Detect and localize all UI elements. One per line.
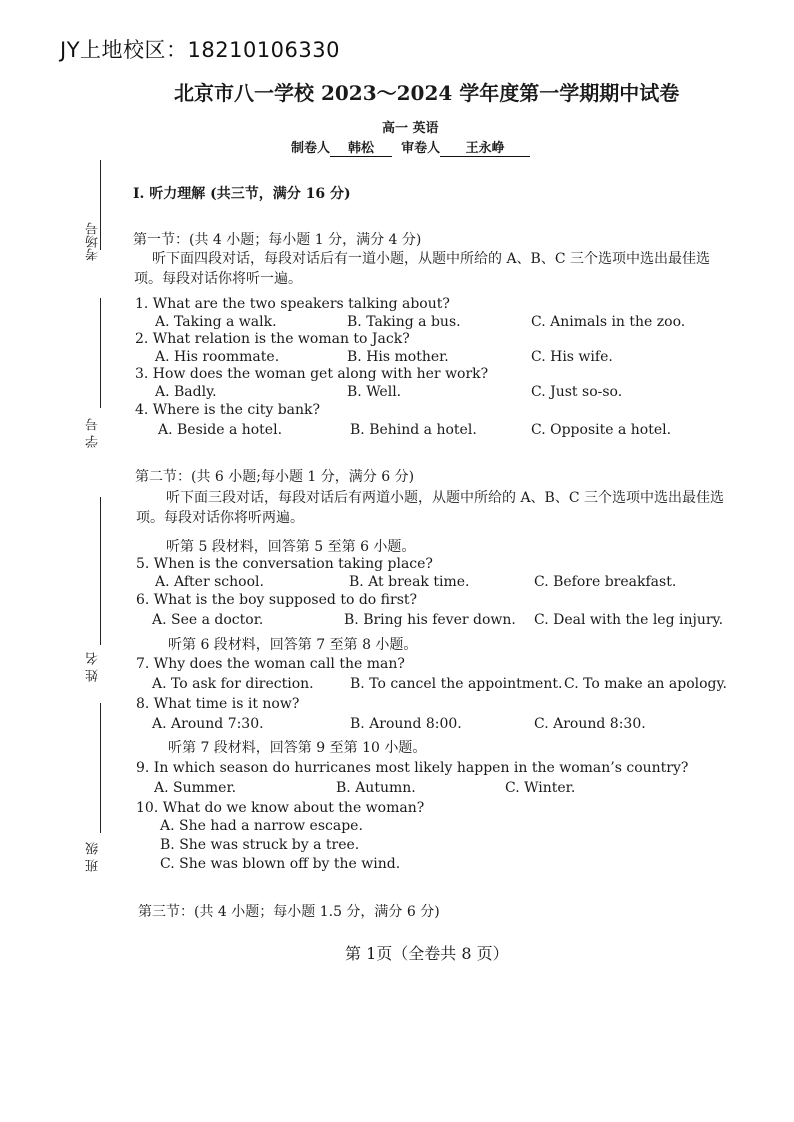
q6-option-b: B. Bring his fever down.	[344, 612, 516, 628]
makers-line	[291, 137, 530, 157]
q4-option-a: A. Beside a hotel.	[158, 422, 283, 438]
class-label: 班 级	[86, 842, 101, 873]
q2-option-c: C. His wife.	[531, 349, 613, 365]
section-heading: I. 听力理解 (共三节，满分 16 分)	[133, 186, 351, 202]
q7-option-b: B. To cancel the appointment.	[350, 676, 563, 692]
exam-room-label: 考场号	[86, 222, 101, 261]
question-5: 5. When is the conversation taking place?	[136, 556, 433, 572]
q3-option-b: B. Well.	[347, 384, 402, 400]
q2-option-b: B. His mother.	[347, 349, 449, 365]
q2-option-a: A. His roommate.	[155, 349, 280, 365]
part1-instructions: 听下面四段对话，每段对话后有一道小题，从题中所给的 A、B、C 三个选项中选出最佳选项。每段对话你将听一遍。	[134, 251, 711, 287]
q10-option-c: C. She was blown off by the wind.	[160, 856, 401, 872]
material-7-note: 听第 7 段材料，回答第 9 至第 10 小题。	[168, 740, 427, 756]
part1-heading: 第一节：(共 4 小题；每小题 1 分，满分 4 分)	[133, 232, 422, 248]
q8-option-b: B. Around 8:00.	[350, 716, 462, 732]
question-9: 9. In which season do hurricanes most likely happen in the woman’s country?	[136, 760, 689, 776]
question-4: 4. Where is the city bank?	[135, 402, 321, 418]
part2-instructions: 听下面三段对话，每段对话后有两道小题，从题中所给的 A、B、C 三个选项中选出最佳选项。每段对话你将听两遍。	[136, 490, 725, 526]
student-id-label: 学 号	[86, 418, 101, 449]
q1-option-b: B. Taking a bus.	[347, 314, 461, 330]
name-label: 姓 名	[86, 652, 101, 683]
q7-option-c: C. To make an apology.	[564, 676, 728, 692]
question-7: 7. Why does the woman call the man?	[136, 656, 405, 672]
maker-label: 制卷人	[291, 141, 331, 156]
material-6-note: 听第 6 段材料，回答第 7 至第 8 小题。	[168, 637, 418, 653]
q3-option-a: A. Badly.	[155, 384, 217, 400]
q8-option-a: A. Around 7:30.	[152, 716, 264, 732]
q5-option-a: A. After school.	[155, 574, 264, 590]
question-2: 2. What relation is the woman to Jack?	[135, 331, 410, 347]
q5-option-b: B. At break time.	[349, 574, 470, 590]
question-1: 1. What are the two speakers talking about?	[135, 296, 450, 312]
q10-option-a: A. She had a narrow escape.	[160, 818, 363, 834]
q4-option-b: B. Behind a hotel.	[350, 422, 477, 438]
q6-option-a: A. See a doctor.	[152, 612, 264, 628]
q9-option-c: C. Winter.	[505, 780, 576, 796]
maker-name: 韩松	[330, 137, 392, 157]
question-10: 10. What do we know about the woman?	[136, 800, 425, 816]
q4-option-c: C. Opposite a hotel.	[531, 422, 672, 438]
part3-heading: 第三节：(共 4 小题；每小题 1.5 分，满分 6 分)	[138, 904, 440, 920]
name-line	[100, 497, 101, 645]
q9-option-a: A. Summer.	[154, 780, 237, 796]
reviewer-name: 王永峥	[440, 137, 530, 157]
page-number: 第 1页（全卷共 8 页）	[345, 944, 509, 963]
q8-option-c: C. Around 8:30.	[534, 716, 646, 732]
question-8: 8. What time is it now?	[136, 696, 300, 712]
q6-option-c: C. Deal with the leg injury.	[534, 612, 724, 628]
class-line	[100, 703, 101, 833]
watermark-contact: JY上地校区：18210106330	[60, 38, 340, 62]
material-5-note: 听第 5 段材料，回答第 5 至第 6 小题。	[166, 539, 416, 555]
reviewer-label: 审卷人	[401, 141, 441, 156]
question-6: 6. What is the boy supposed to do first?	[136, 592, 418, 608]
student-id-line	[100, 298, 101, 408]
q3-option-c: C. Just so-so.	[531, 384, 623, 400]
q10-option-b: B. She was struck by a tree.	[160, 837, 360, 853]
exam-title: 北京市八一学校 2023～2024 学年度第一学期期中试卷	[174, 81, 680, 105]
q9-option-b: B. Autumn.	[336, 780, 416, 796]
q5-option-c: C. Before breakfast.	[534, 574, 677, 590]
q1-option-a: A. Taking a walk.	[155, 314, 277, 330]
q7-option-a: A. To ask for direction.	[152, 676, 314, 692]
q1-option-c: C. Animals in the zoo.	[531, 314, 686, 330]
exam-subtitle: 高一 英语	[382, 121, 439, 136]
part2-heading: 第二节：(共 6 小题;每小题 1 分，满分 6 分)	[135, 469, 415, 485]
question-3: 3. How does the woman get along with her work?	[135, 366, 489, 382]
